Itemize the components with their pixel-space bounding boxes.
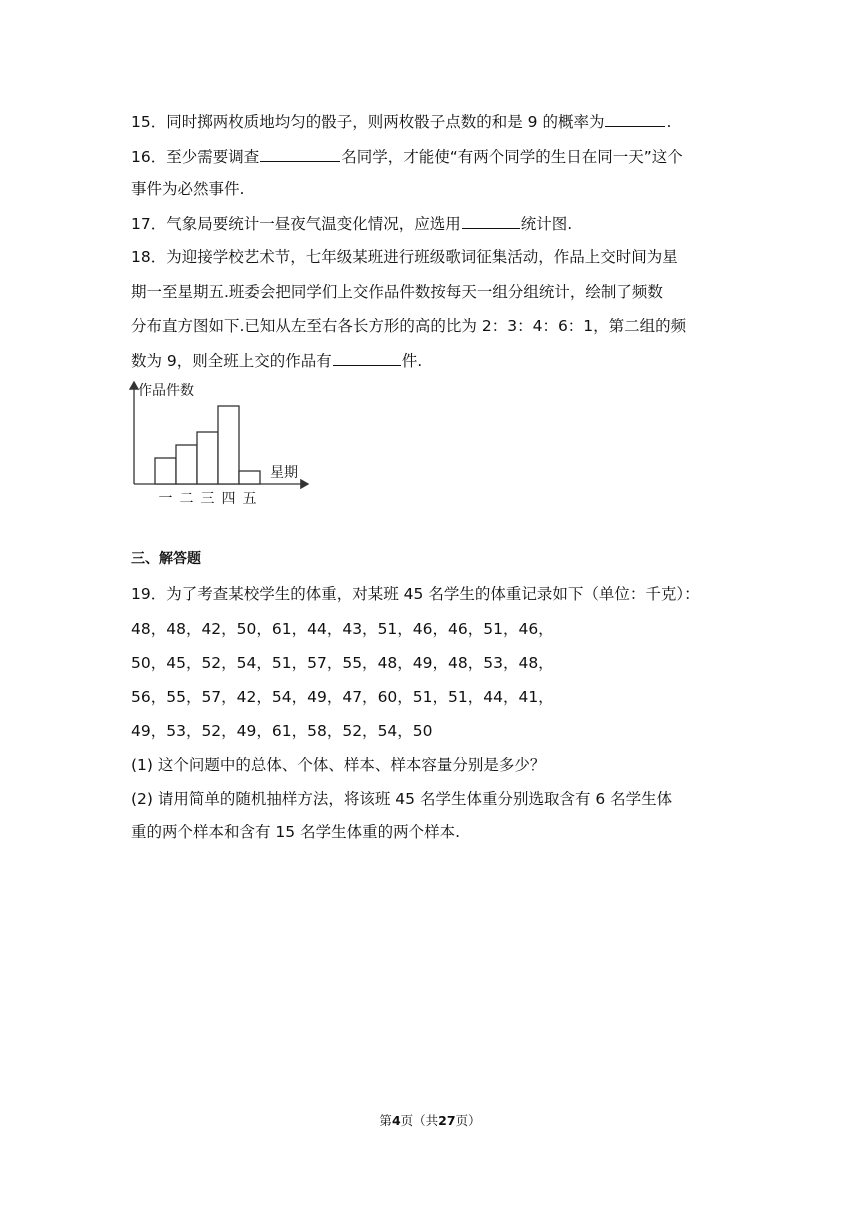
question-18-line-3: 分布直方图如下.已知从左至右各长方形的高的比为 2：3：4：6：1，第二组的频 [131, 317, 687, 335]
y-axis-label: 作品件数 [138, 383, 194, 399]
histogram-bar [239, 471, 260, 484]
question-text: 至少需要调查 [166, 148, 260, 166]
question-text: 为迎接学校艺术节，七年级某班进行班级歌词征集活动，作品上交时间为星 [166, 248, 678, 266]
question-text: 气象局要统计一昼夜气温变化情况，应选用 [166, 215, 461, 233]
bars-group [155, 406, 260, 484]
question-text: 数为 9，则全班上交的作品有 [131, 352, 332, 370]
data-line-3: 56，55，57，42，54，49，47，60，51，51，44，41， [131, 688, 554, 706]
question-text-end: . [666, 113, 672, 131]
question-number: 15． [131, 113, 167, 131]
data-line-1: 48，48，42，50，61，44，43，51，46，46，51，46， [131, 620, 554, 638]
section-title: 三、解答题 [131, 551, 201, 567]
x-axis-label: 星期 [270, 465, 298, 481]
question-18-line-2: 期一至星期五.班委会把同学们上交作品件数按每天一组分组统计，绘制了频数 [131, 283, 663, 301]
question-18-line-4 [131, 350, 422, 371]
x-tick-label: 三 [200, 491, 215, 507]
x-tick-label: 一 [158, 491, 173, 507]
question-text: 为了考查某校学生的体重，对某班 45 名学生的体重记录如下（单位：千克）： [166, 585, 700, 603]
footer-middle: 页（共 [400, 1113, 439, 1128]
question-number: 17． [131, 215, 167, 233]
question-16 [131, 146, 683, 167]
question-18 [131, 247, 678, 267]
page-footer [0, 1111, 860, 1129]
histogram-bar [155, 458, 176, 484]
footer-prefix: 第 [379, 1113, 392, 1128]
answer-blank[interactable] [333, 350, 401, 366]
footer-suffix: 页） [455, 1113, 481, 1128]
x-tick-label: 四 [221, 491, 236, 507]
x-tick-label: 五 [242, 491, 257, 507]
answer-blank[interactable] [462, 213, 520, 229]
question-number: 16． [131, 148, 167, 166]
histogram-bar [218, 406, 239, 484]
data-line-4: 49，53，52，49，61，58，52，54，50 [131, 722, 433, 740]
question-number: 18． [131, 248, 167, 266]
tick-labels-group [159, 491, 257, 507]
page-number: 4 [391, 1113, 401, 1128]
question-text: 同时掷两枚质地均匀的骰子，则两枚骰子点数的和是 9 的概率为 [166, 113, 605, 131]
data-line-2: 50，45，52，54，51，57，55，48，49，48，53，48， [131, 654, 554, 672]
question-15 [131, 111, 671, 132]
question-number: 19． [131, 585, 167, 603]
histogram-bar [176, 445, 197, 484]
question-text-end: 统计图. [520, 215, 573, 233]
total-pages: 27 [438, 1113, 456, 1128]
question-19-part-2: (2) 请用简单的随机抽样方法，将该班 45 名学生体重分别选取含有 6 名学生体 [131, 790, 673, 808]
answer-blank[interactable] [605, 111, 665, 127]
histogram-bar [197, 432, 218, 484]
answer-blank[interactable] [260, 146, 340, 162]
question-16-line-2: 事件为必然事件. [131, 180, 245, 198]
question-19 [131, 584, 700, 604]
question-19-part-1: (1) 这个问题中的总体、个体、样本、样本容量分别是多少？ [131, 756, 546, 774]
frequency-histogram [120, 378, 320, 510]
x-tick-label: 二 [179, 491, 194, 507]
question-text-cont: 名同学，才能使“有两个同学的生日在同一天”这个 [341, 148, 683, 166]
question-text-end: 件. [401, 352, 423, 370]
question-17 [131, 213, 572, 234]
question-19-part-2-line-2: 重的两个样本和含有 15 名学生体重的两个样本. [131, 823, 461, 841]
